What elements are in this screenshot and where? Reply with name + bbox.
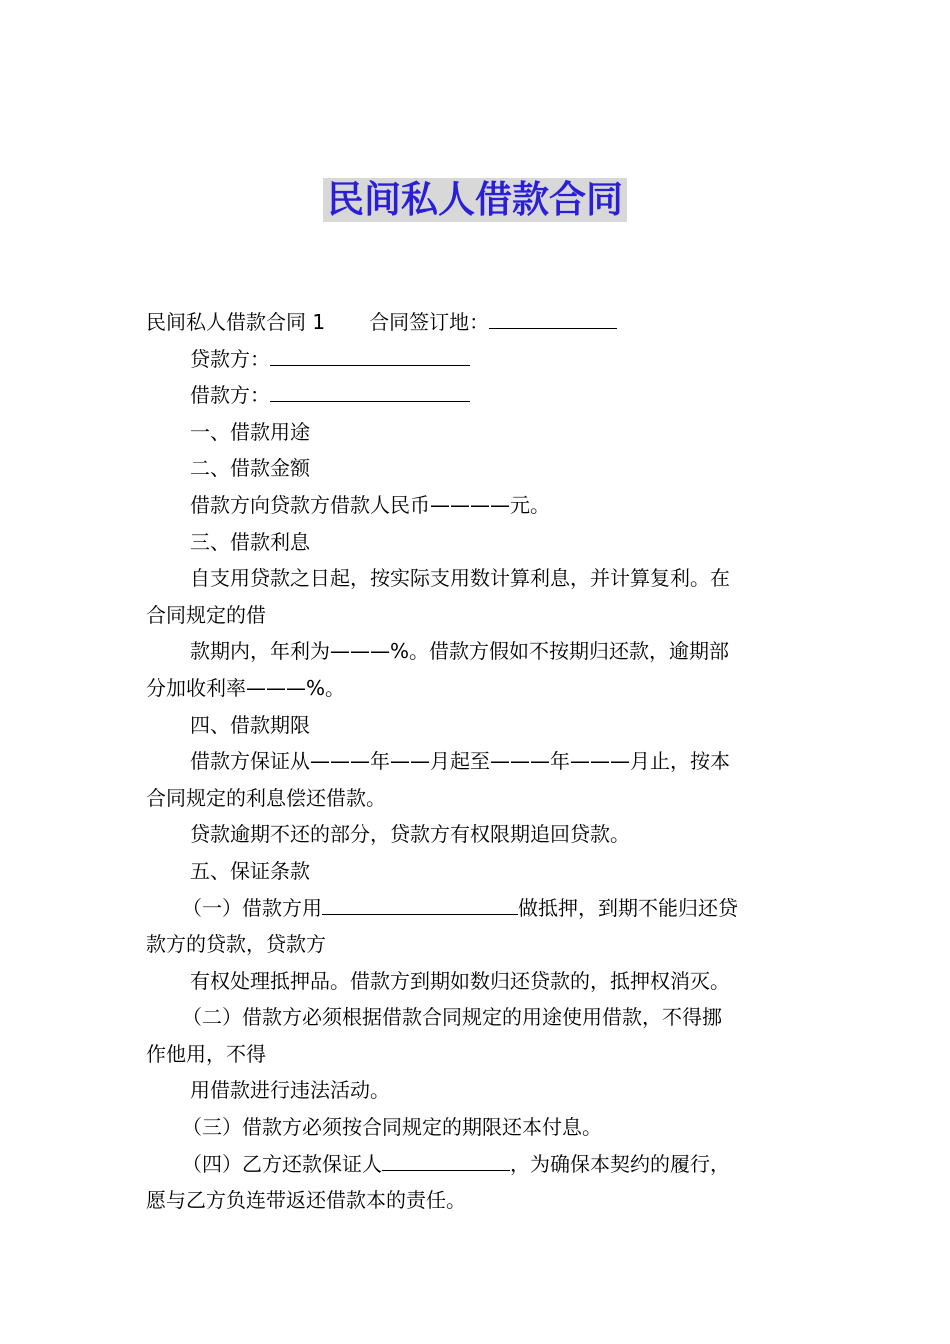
borrower-line — [146, 377, 810, 414]
paragraph-line: 用借款进行违法活动。 — [190, 1078, 390, 1103]
section-heading: 一、借款用途 — [190, 419, 310, 444]
paragraph-line: 贷款逾期不还的部分，贷款方有权限期追回贷款。 — [190, 822, 630, 847]
guarantor-clause-after: ，为确保本契约的履行， — [510, 1151, 730, 1176]
paragraph-line: 作他用，不得 — [146, 1041, 266, 1066]
lender-blank — [270, 343, 470, 366]
paragraph-line: 借款方保证从———年——月起至———年———月止，按本 — [190, 749, 730, 774]
paragraph-line: （三）借款方必须按合同规定的期限还本付息。 — [182, 1115, 602, 1140]
mortgage-blank — [322, 892, 518, 915]
signing-place-blank — [489, 306, 617, 329]
document-body — [146, 304, 810, 1219]
paragraph-line: 款方的贷款，贷款方 — [146, 932, 326, 957]
paragraph-line: 自支用贷款之日起，按实际支用数计算利息，并计算复利。在 — [190, 566, 730, 591]
paragraph-line: 借款方向贷款方借款人民币————元。 — [190, 492, 550, 517]
lender-label: 贷款方： — [190, 346, 270, 371]
guarantor-clause-line — [146, 1146, 810, 1183]
borrower-label: 借款方： — [190, 383, 270, 408]
paragraph-line: （二）借款方必须根据借款合同规定的用途使用借款，不得挪 — [182, 1005, 722, 1030]
paragraph-line: 合同规定的借 — [146, 602, 266, 627]
contract-name: 民间私人借款合同 1 — [146, 310, 326, 334]
paragraph-line: 分加收利率———%。 — [146, 675, 346, 700]
mortgage-clause-line — [146, 890, 810, 927]
title-wrapper — [0, 178, 950, 222]
guarantor-blank — [382, 1148, 510, 1171]
paragraph-line: 有权处理抵押品。借款方到期如数归还贷款的，抵押权消灭。 — [190, 968, 730, 993]
paragraph-line: 款期内，年利为———%。借款方假如不按期归还款，逾期部 — [190, 639, 730, 664]
section-heading: 二、借款金额 — [190, 456, 310, 481]
document-title: 民间私人借款合同 — [323, 178, 627, 222]
guarantor-clause-before: （四）乙方还款保证人 — [182, 1151, 382, 1176]
mortgage-clause-after: 做抵押，到期不能归还贷 — [518, 895, 738, 920]
lender-line — [146, 341, 810, 378]
section-heading: 三、借款利息 — [190, 529, 310, 554]
section-heading: 五、保证条款 — [190, 858, 310, 883]
header-line — [146, 304, 810, 341]
mortgage-clause-before: （一）借款方用 — [182, 895, 322, 920]
section-heading: 四、借款期限 — [190, 712, 310, 737]
paragraph-line: 愿与乙方负连带返还借款本的责任。 — [146, 1188, 466, 1213]
borrower-blank — [270, 379, 470, 402]
signing-place-label: 合同签订地： — [369, 310, 490, 334]
paragraph-line: 合同规定的利息偿还借款。 — [146, 785, 386, 810]
